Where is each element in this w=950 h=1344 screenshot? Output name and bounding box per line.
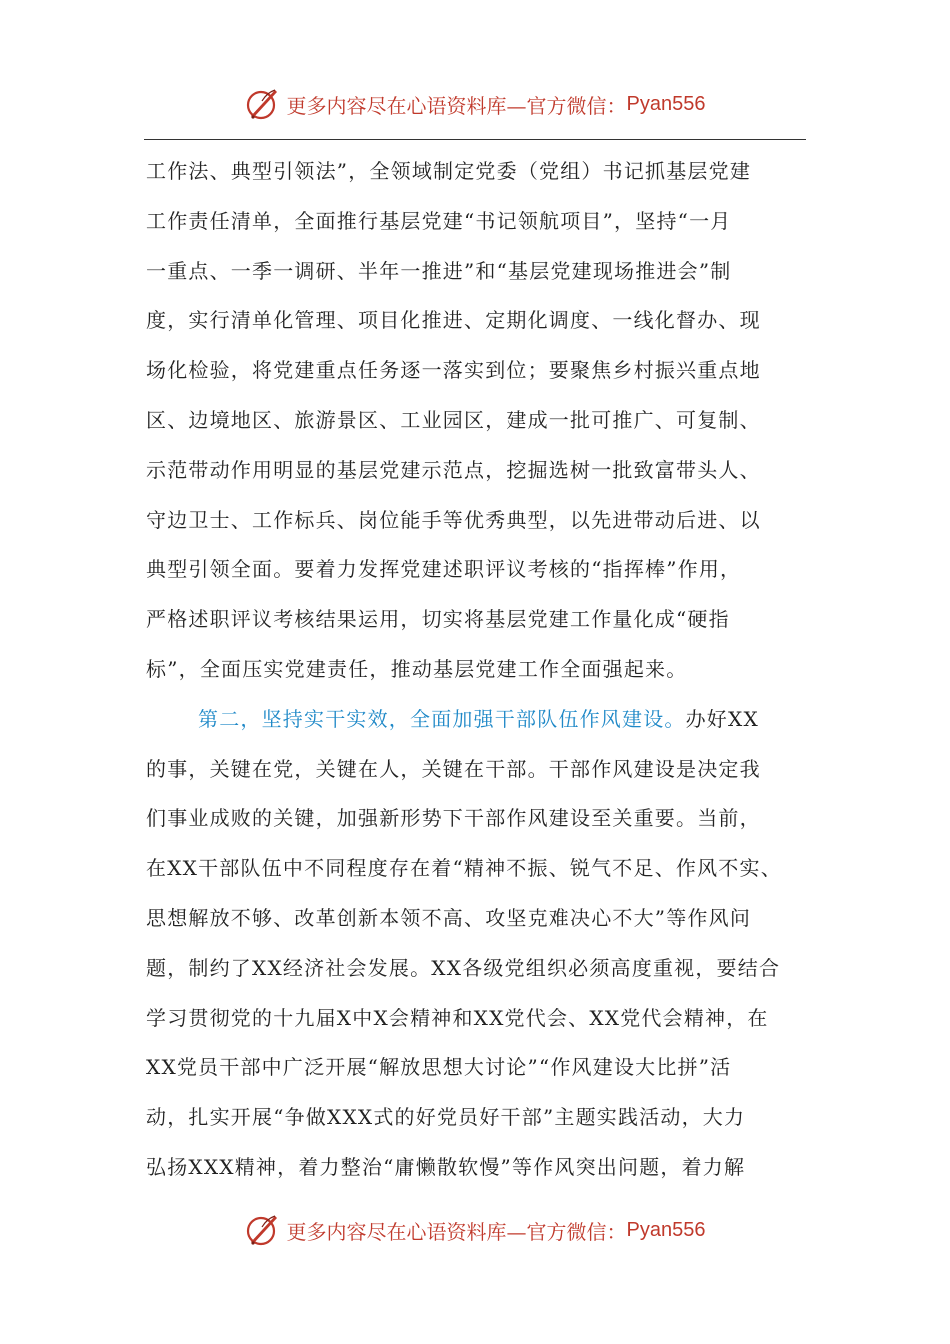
text-line: 守边卫士、工作标兵、岗位能手等优秀典型，以先进带动后进、以 xyxy=(146,507,761,532)
banner-text: 更多内容尽在心语资料库—官方微信： xyxy=(286,93,627,118)
quill-logo-icon xyxy=(245,86,281,122)
text-line: 动，扎实开展“争做XXX式的好党员好干部”主题实践活动，大力 xyxy=(146,1105,746,1130)
text-line: 题，制约了XX经济社会发展。XX各级党组织必须高度重视，要结合 xyxy=(146,955,781,980)
paragraph-lines-before xyxy=(146,147,810,695)
text-line: 示范带动作用明显的基层党建示范点，挖掘选树一批致富带头人、 xyxy=(146,457,761,482)
text-line: 度，实行清单化管理、项目化推进、定期化调度、一线化督办、现 xyxy=(146,308,761,333)
text-line: 严格述职评议考核结果运用，切实将基层党建工作量化成“硬指 xyxy=(146,607,730,632)
text-line: 思想解放不够、改革创新本领不高、攻坚克难决心不大”等作风问 xyxy=(146,905,752,930)
text-line: 在XX干部队伍中不同程度存在着“精神不振、锐气不足、作风不实、 xyxy=(146,856,782,881)
text-line: 弘扬XXX精神，着力整治“庸懒散软慢”等作风突出问题，着力解 xyxy=(146,1154,746,1179)
document-body xyxy=(146,147,810,1193)
paragraph-lines-after xyxy=(146,745,810,1193)
text-line: 一重点、一季一调研、半年一推进”和“基层党建现场推进会”制 xyxy=(146,258,732,283)
heading-tail-text: 办好XX xyxy=(685,706,759,731)
banner-wechat-id: Pyan556 xyxy=(626,1218,706,1241)
text-line: 场化检验，将党建重点任务逐一落实到位；要聚焦乡村振兴重点地 xyxy=(146,358,761,383)
banner-wechat-id: Pyan556 xyxy=(626,92,706,115)
text-line: XX党员干部中广泛开展“解放思想大讨论”“作风建设大比拼”活 xyxy=(146,1055,732,1080)
banner-text: 更多内容尽在心语资料库—官方微信： xyxy=(286,1219,627,1244)
section-heading: 第二，坚持实干实效，全面加强干部队伍作风建设。 xyxy=(198,706,686,731)
text-line: 工作法、典型引领法”，全领域制定党委（党组）书记抓基层党建 xyxy=(146,159,752,183)
text-line: 典型引领全面。要着力发挥党建述职评议考核的“指挥棒”作用， xyxy=(146,557,742,582)
text-line: 工作责任清单，全面推行基层党建“书记领航项目”，坚持“一月 xyxy=(146,208,732,233)
text-line: 学习贯彻党的十九届X中X会精神和XX党代会、XX党代会精神，在 xyxy=(146,1005,769,1030)
header-banner xyxy=(0,84,950,124)
text-line: 区、边境地区、旅游景区、工业园区，建成一批可推广、可复制、 xyxy=(146,407,761,432)
text-line: 们事业成败的关键，加强新形势下干部作风建设至关重要。当前， xyxy=(146,806,761,831)
header-divider xyxy=(144,139,806,140)
footer-banner xyxy=(0,1210,950,1250)
quill-logo-icon xyxy=(245,1212,281,1248)
text-line: 标”，全面压实党建责任，推动基层党建工作全面强起来。 xyxy=(146,656,688,681)
section-heading-line xyxy=(146,695,810,745)
text-line: 的事，关键在党，关键在人，关键在干部。干部作风建设是决定我 xyxy=(146,756,761,781)
